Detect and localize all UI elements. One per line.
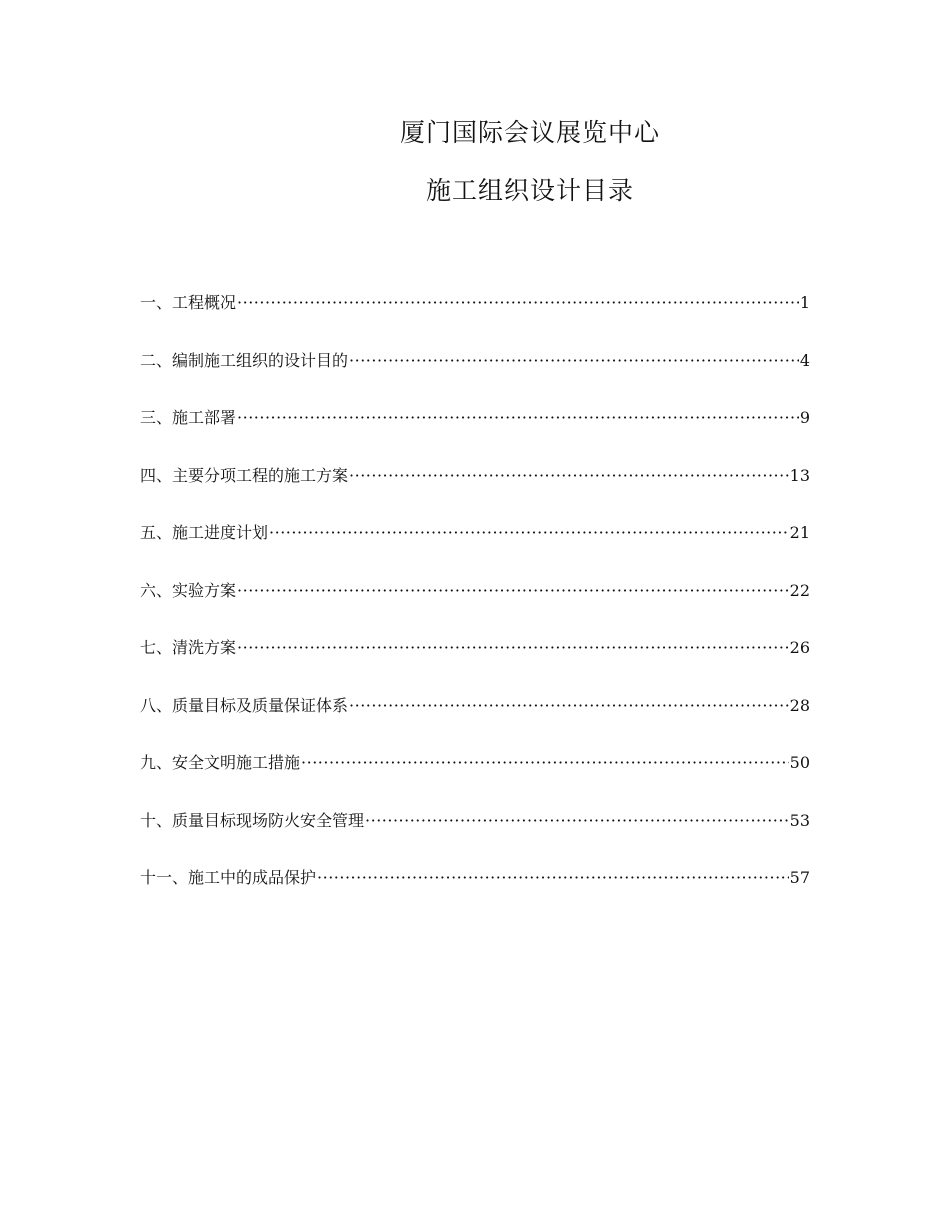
toc-entry[interactable] xyxy=(140,751,810,809)
toc-entry-label: 一、工程概况 xyxy=(140,293,237,312)
toc-entry-page: 13 xyxy=(789,465,810,485)
toc-entry[interactable] xyxy=(140,406,810,464)
toc-entry-page: 22 xyxy=(789,580,810,600)
toc-entry-page: 50 xyxy=(789,753,810,772)
toc-leader-dots xyxy=(269,521,789,545)
toc-entry[interactable] xyxy=(140,866,810,924)
toc-entry[interactable] xyxy=(140,349,810,407)
toc-entry-label: 五、施工进度计划 xyxy=(140,523,269,542)
toc-entry-label: 十、质量目标现场防火安全管理 xyxy=(140,810,365,830)
toc-entry-label: 七、清洗方案 xyxy=(140,638,237,657)
toc-entry-label: 四、主要分项工程的施工方案 xyxy=(140,465,349,485)
toc-leader-dots xyxy=(237,291,799,315)
toc-entry[interactable] xyxy=(140,694,810,752)
toc-entry-label: 十一、施工中的成品保护 xyxy=(140,868,317,887)
toc-leader-dots xyxy=(301,751,789,775)
document-subtitle: 施工组织设计目录 xyxy=(425,176,634,205)
toc-leader-dots xyxy=(349,349,799,373)
toc-entry-page: 53 xyxy=(789,810,810,830)
toc-entry-label: 六、实验方案 xyxy=(140,580,237,600)
toc-entry[interactable] xyxy=(140,291,810,349)
toc-leader-dots xyxy=(237,406,799,430)
toc-leader-dots xyxy=(237,579,789,603)
toc-leader-dots xyxy=(349,694,789,718)
table-of-contents xyxy=(140,291,810,924)
toc-entry[interactable] xyxy=(140,521,810,579)
toc-entry-label: 三、施工部署 xyxy=(140,408,237,427)
toc-entry-label: 二、编制施工组织的设计目的 xyxy=(140,350,349,370)
toc-leader-dots xyxy=(237,636,789,660)
toc-entry-page: 57 xyxy=(789,868,810,887)
toc-leader-dots xyxy=(317,866,789,890)
toc-entry-page: 28 xyxy=(789,695,810,715)
toc-entry-page: 1 xyxy=(799,293,810,312)
toc-entry[interactable] xyxy=(140,579,810,637)
toc-entry-page: 26 xyxy=(789,638,810,657)
toc-leader-dots xyxy=(365,809,789,833)
toc-entry-page: 21 xyxy=(789,523,810,542)
toc-entry[interactable] xyxy=(140,636,810,694)
toc-entry-label: 九、安全文明施工措施 xyxy=(140,753,301,772)
toc-entry-label: 八、质量目标及质量保证体系 xyxy=(140,695,349,715)
toc-entry-page: 9 xyxy=(799,408,810,427)
toc-entry[interactable] xyxy=(140,809,810,867)
document-title: 厦门国际会议展览中心 xyxy=(399,118,660,147)
toc-leader-dots xyxy=(349,464,789,488)
toc-entry-page: 4 xyxy=(799,350,810,370)
toc-entry[interactable] xyxy=(140,464,810,522)
